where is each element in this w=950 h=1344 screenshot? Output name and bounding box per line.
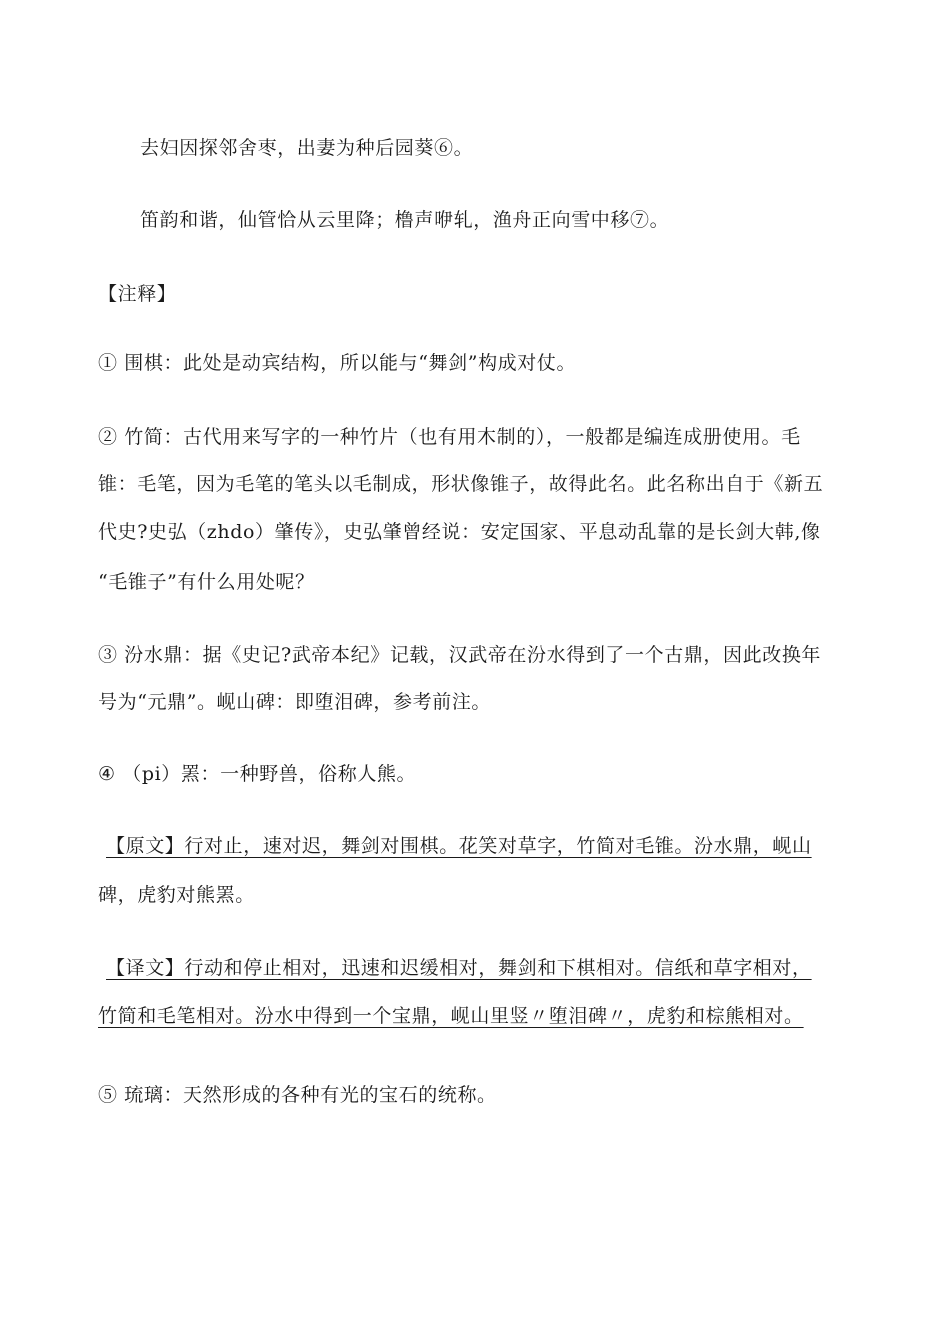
note-item: 号为“元鼎”。岘山碑：即堕泪碑，参考前注。 — [98, 691, 492, 713]
note-item: 代史?史弘（zhdo）肇传》，史弘肇曾经说：安定国家、平息动乱靠的是长剑大韩,像 — [98, 521, 821, 543]
translation-text: 竹简和毛笔相对。汾水中得到一个宝鼎，岘山里竖〃堕泪碑〃，虎豹和棕熊相对。 — [98, 1005, 804, 1027]
note-item: ① 围棋：此处是动宾结构，所以能与“舞剑”构成对仗。 — [98, 352, 577, 374]
poem-line: 笛韵和谐，仙管恰从云里降；橹声咿轧，渔舟正向雪中移⑦。 — [140, 209, 670, 231]
note-item: ④ （pi）罴：一种野兽，俗称人熊。 — [98, 763, 417, 785]
poem-line: 去妇因探邻舍枣，出妻为种后园葵⑥。 — [140, 137, 474, 159]
original-text: 碑，虎豹对熊罴。 — [98, 884, 255, 906]
original-text: 【原文】行对止，速对迟，舞剑对围棋。花笑对草字，竹简对毛锥。汾水鼎，岘山 — [106, 835, 812, 857]
note-item: ② 竹简：古代用来写字的一种竹片（也有用木制的），一般都是编连成册使用。毛 — [98, 426, 801, 448]
note-item: ⑤ 琉璃：天然形成的各种有光的宝石的统称。 — [98, 1084, 497, 1106]
notes-heading: 【注释】 — [98, 283, 177, 305]
note-item: 锥：毛笔，因为毛笔的笔头以毛制成，形状像锥子，故得此名。此名称出自于《新五 — [98, 473, 824, 495]
note-item: “毛锥子”有什么用处呢？ — [98, 571, 315, 593]
note-item: ③ 汾水鼎：据《史记?武帝本纪》记载，汉武帝在汾水得到了一个古鼎，因此改换年 — [98, 644, 822, 666]
translation-text: 【译文】行动和停止相对，迅速和迟缓相对，舞剑和下棋相对。信纸和草字相对， — [106, 957, 812, 979]
